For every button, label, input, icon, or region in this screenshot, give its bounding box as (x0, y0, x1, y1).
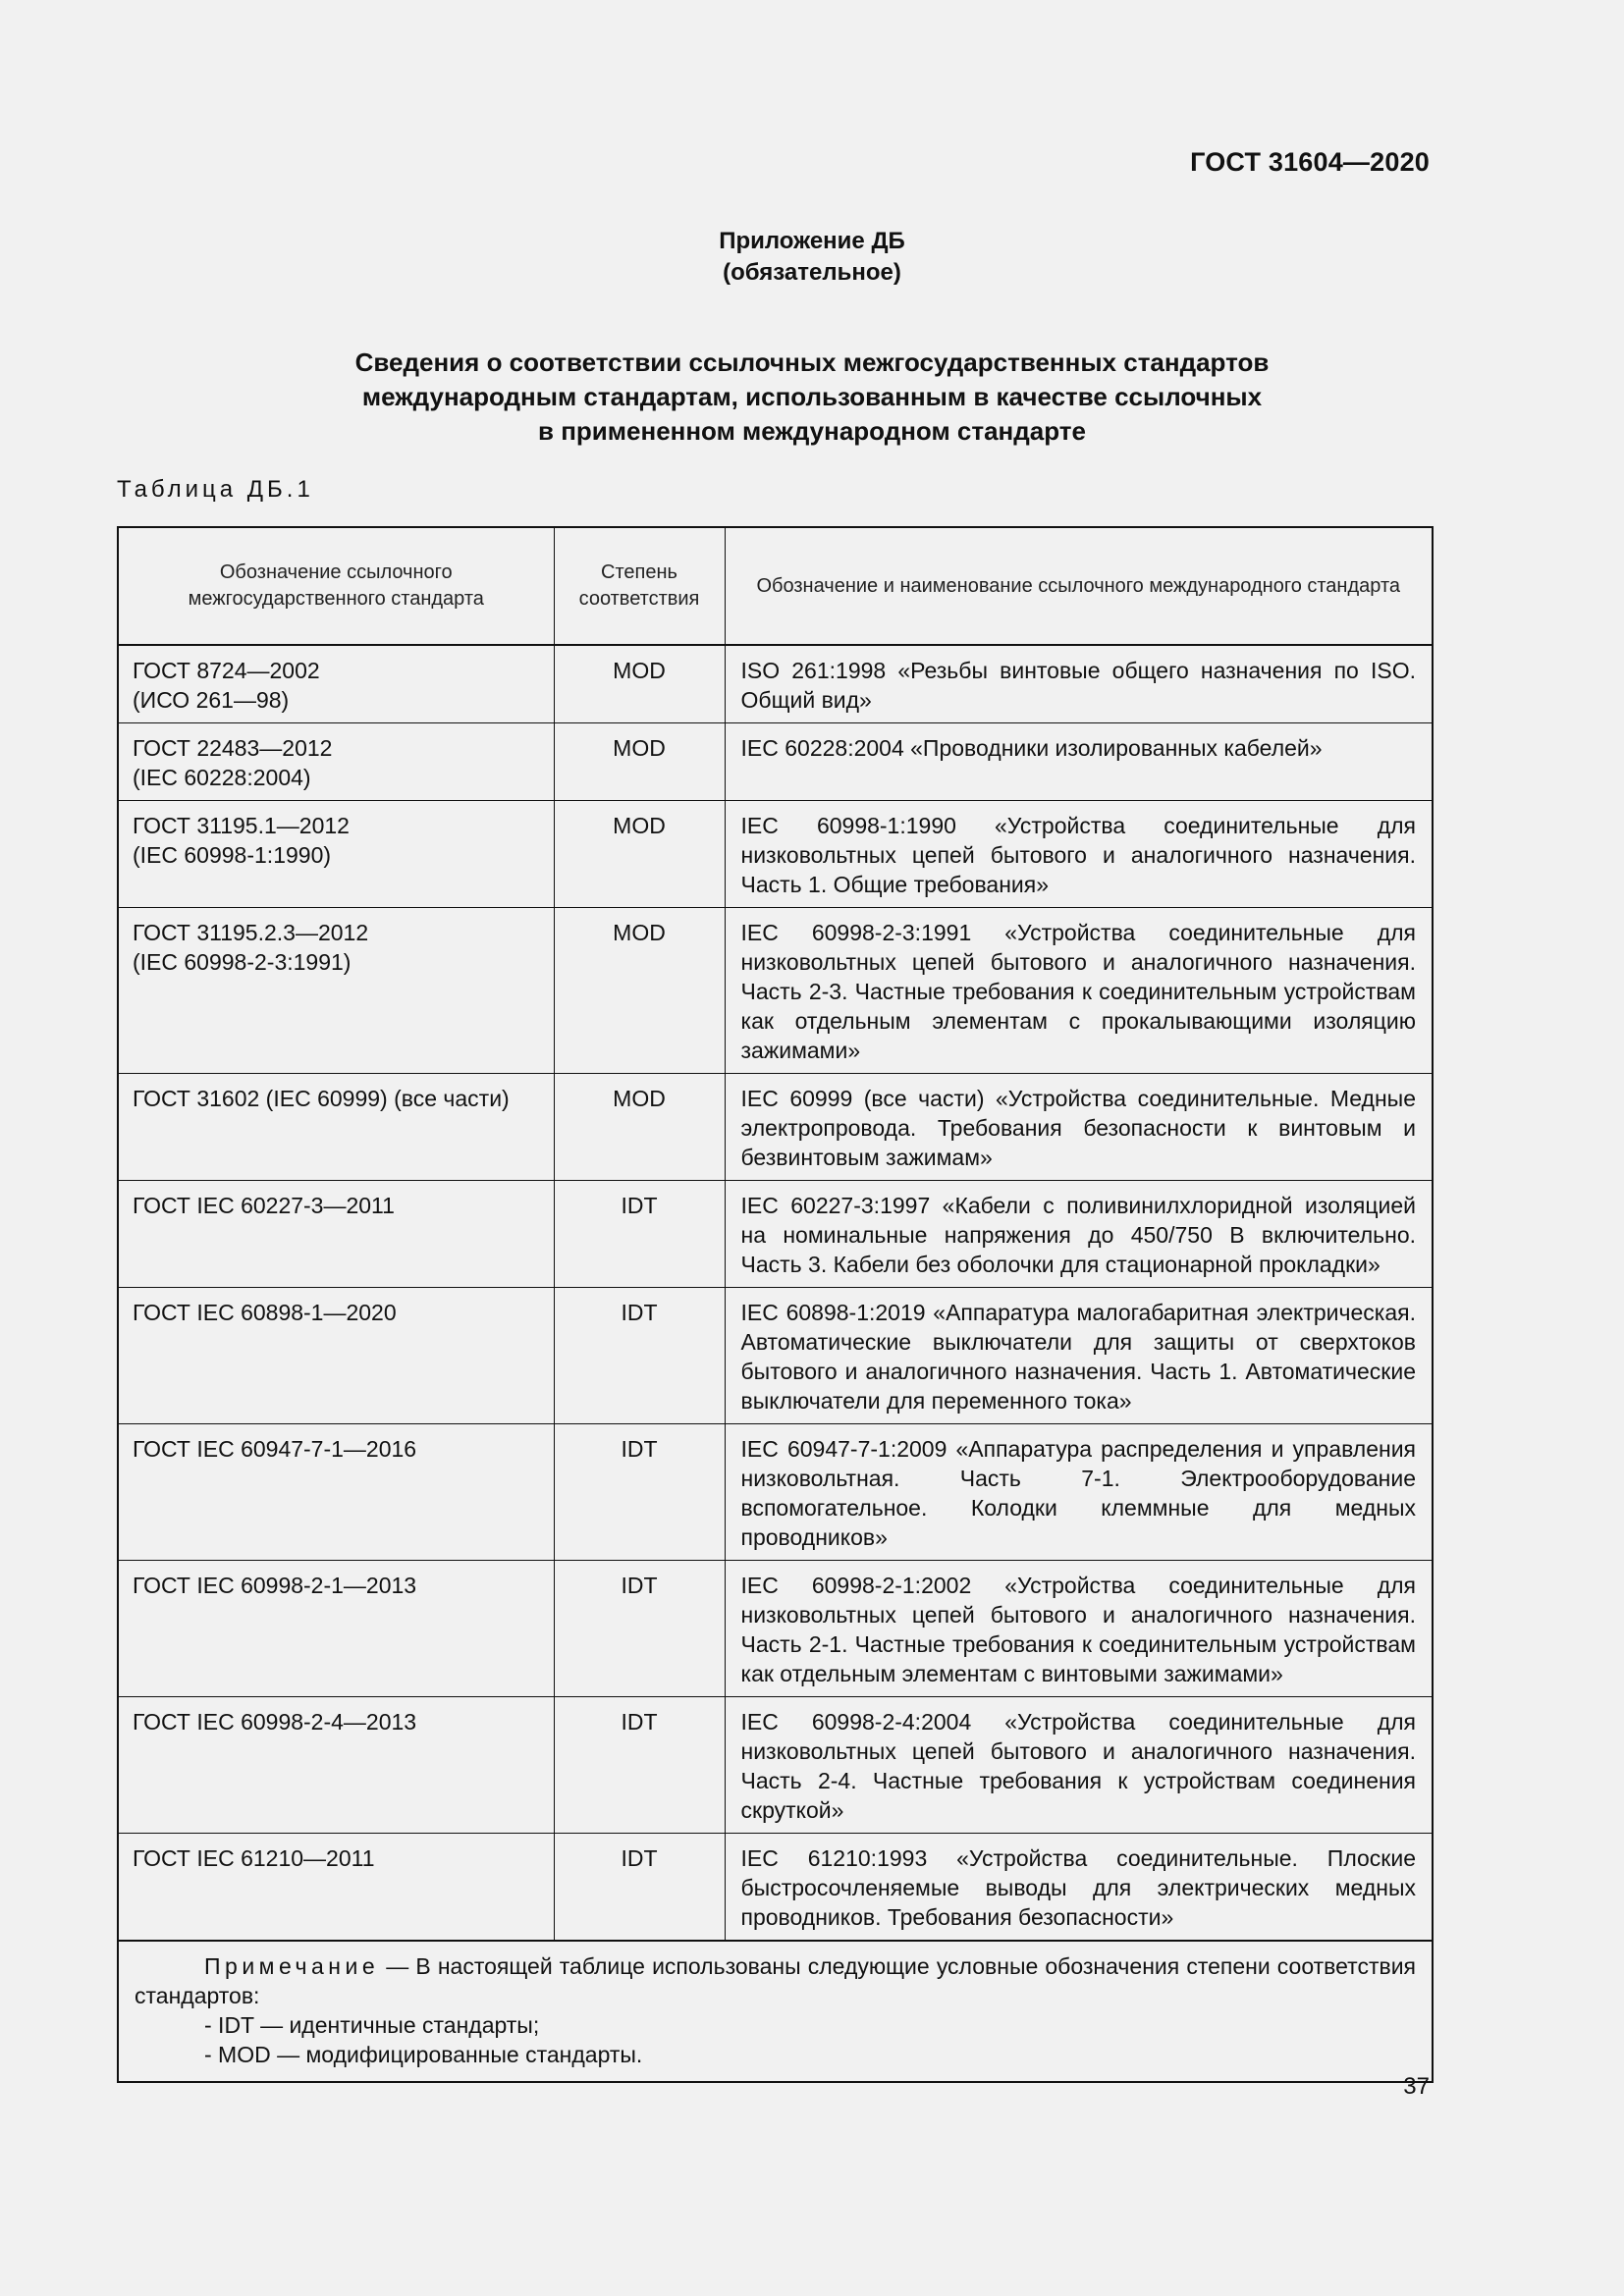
table-row (118, 1181, 1433, 1288)
page-number: 37 (1403, 2073, 1430, 2100)
table-header-row (118, 527, 1433, 645)
standard-code: ГОСТ 22483—2012 (133, 735, 333, 761)
main-title (226, 346, 1398, 449)
cell-degree: IDT (554, 1561, 725, 1697)
note-text: — В настоящей таблице использованы следующие условные обозначения степени соответствия стандартов: (135, 1953, 1416, 2008)
table-row (118, 1074, 1433, 1181)
annex-status: (обязательное) (723, 259, 901, 286)
standard-code: (ИСО 261—98) (133, 687, 290, 713)
cell-international-standard: ISO 261:1998 «Резьбы винтовые общего назначения по ISO. Общий вид» (725, 645, 1433, 723)
note-item: - IDT — идентичные стандарты; (204, 2012, 540, 2038)
header-national-standard: Обозначение ссылочного межгосударственного стандарта (118, 527, 554, 645)
table-note (118, 1941, 1433, 2082)
cell-international-standard: IEC 60227-3:1997 «Кабели с поливинилхлоридной изоляцией на номинальные напряжения до 450/750 В включительно. Часть 3. Кабели без оболочки для стационарной прокладки» (725, 1181, 1433, 1288)
note-indent (135, 1953, 204, 1979)
standard-code: ГОСТ IEC 60227-3—2011 (133, 1193, 395, 1218)
table-row (118, 1561, 1433, 1697)
cell-degree: IDT (554, 1424, 725, 1561)
cell-degree: MOD (554, 801, 725, 908)
main-title-line: в примененном международном стандарте (538, 416, 1086, 446)
table-row (118, 645, 1433, 723)
cell-degree: IDT (554, 1697, 725, 1834)
cell-national-standard (118, 645, 554, 723)
header-international-standard: Обозначение и наименование ссылочного международного стандарта (725, 527, 1433, 645)
table-row (118, 801, 1433, 908)
document-code: ГОСТ 31604—2020 (1190, 147, 1430, 177)
cell-national-standard (118, 1074, 554, 1181)
table-row (118, 1288, 1433, 1424)
annex-title: Приложение ДБ (719, 228, 905, 254)
cell-international-standard: IEC 60228:2004 «Проводники изолированных кабелей» (725, 723, 1433, 801)
table-row (118, 723, 1433, 801)
standard-code: ГОСТ IEC 60998-2-4—2013 (133, 1709, 417, 1735)
cell-national-standard (118, 1834, 554, 1942)
cell-international-standard: IEC 60999 (все части) «Устройства соединительные. Медные электропровода. Требования безопасности к винтовым и безвинтовым зажимам» (725, 1074, 1433, 1181)
cell-international-standard: IEC 60998-2-4:2004 «Устройства соединительные для низковольтных цепей бытового и аналогичного назначения. Часть 2-4. Частные требования к устройствам соединения скруткой» (725, 1697, 1433, 1834)
table-label: Таблица ДБ.1 (117, 476, 314, 503)
standard-code: ГОСТ IEC 60947-7-1—2016 (133, 1436, 417, 1462)
cell-degree: MOD (554, 723, 725, 801)
standard-code: ГОСТ 31602 (IEC 60999) (все части) (133, 1086, 510, 1111)
main-title-line: международным стандартам, использованным в качестве ссылочных (361, 382, 1263, 411)
standards-correspondence-table (117, 526, 1434, 2083)
cell-international-standard: IEC 60898-1:2019 «Аппаратура малогабаритная электрическая. Автоматические выключатели для защиты от сверхтоков бытового и аналогичного назначения. Часть 1. Автоматические выключатели для переменного тока» (725, 1288, 1433, 1424)
cell-national-standard (118, 1697, 554, 1834)
main-title-line: Сведения о соответствии ссылочных межгосударственных стандартов (354, 347, 1270, 377)
cell-international-standard: IEC 60998-2-1:2002 «Устройства соединительные для низковольтных цепей бытового и аналогичного назначения. Часть 2-1. Частные требования к соединительным устройствам как отдельным элементам с винтовыми зажимами» (725, 1561, 1433, 1697)
cell-degree: MOD (554, 1074, 725, 1181)
standard-code: (IEC 60998-2-3:1991) (133, 949, 352, 975)
cell-international-standard: IEC 61210:1993 «Устройства соединительные. Плоские быстросочленяемые выводы для электрических медных проводников. Требования безопасности» (725, 1834, 1433, 1942)
standard-code: ГОСТ 31195.2.3—2012 (133, 920, 369, 945)
standard-code: ГОСТ IEC 61210—2011 (133, 1845, 375, 1871)
cell-international-standard: IEC 60947-7-1:2009 «Аппаратура распределения и управления низковольтная. Часть 7-1. Электрооборудование вспомогательное. Колодки клеммные для медных проводников» (725, 1424, 1433, 1561)
cell-degree: IDT (554, 1288, 725, 1424)
table-note-row (118, 1941, 1433, 2082)
annex-heading (0, 226, 1624, 289)
standard-code: (IEC 60998-1:1990) (133, 842, 332, 868)
standard-code: ГОСТ 31195.1—2012 (133, 813, 350, 838)
standard-code: ГОСТ 8724—2002 (133, 658, 320, 683)
cell-national-standard (118, 801, 554, 908)
table-row (118, 1697, 1433, 1834)
note-item: - MOD — модифицированные стандарты. (204, 2042, 643, 2067)
header-degree: Степень соответствия (554, 527, 725, 645)
cell-national-standard (118, 1181, 554, 1288)
cell-degree: MOD (554, 908, 725, 1074)
cell-national-standard (118, 1288, 554, 1424)
note-label: Примечание (204, 1953, 380, 1979)
standard-code: ГОСТ IEC 60898-1—2020 (133, 1300, 397, 1325)
cell-international-standard: IEC 60998-2-3:1991 «Устройства соединительные для низковольтных цепей бытового и аналогичного назначения. Часть 2-3. Частные требования к соединительным устройствам как отдельным элементам с прокалывающими изоляцию зажимами» (725, 908, 1433, 1074)
standard-code: (IEC 60228:2004) (133, 765, 311, 790)
cell-national-standard (118, 1561, 554, 1697)
standard-code: ГОСТ IEC 60998-2-1—2013 (133, 1573, 417, 1598)
cell-national-standard (118, 1424, 554, 1561)
cell-degree: IDT (554, 1181, 725, 1288)
cell-national-standard (118, 908, 554, 1074)
cell-degree: MOD (554, 645, 725, 723)
table-row (118, 908, 1433, 1074)
cell-degree: IDT (554, 1834, 725, 1942)
table-row (118, 1834, 1433, 1942)
table-row (118, 1424, 1433, 1561)
cell-national-standard (118, 723, 554, 801)
cell-international-standard: IEC 60998-1:1990 «Устройства соединительные для низковольтных цепей бытового и аналогичного назначения. Часть 1. Общие требования» (725, 801, 1433, 908)
